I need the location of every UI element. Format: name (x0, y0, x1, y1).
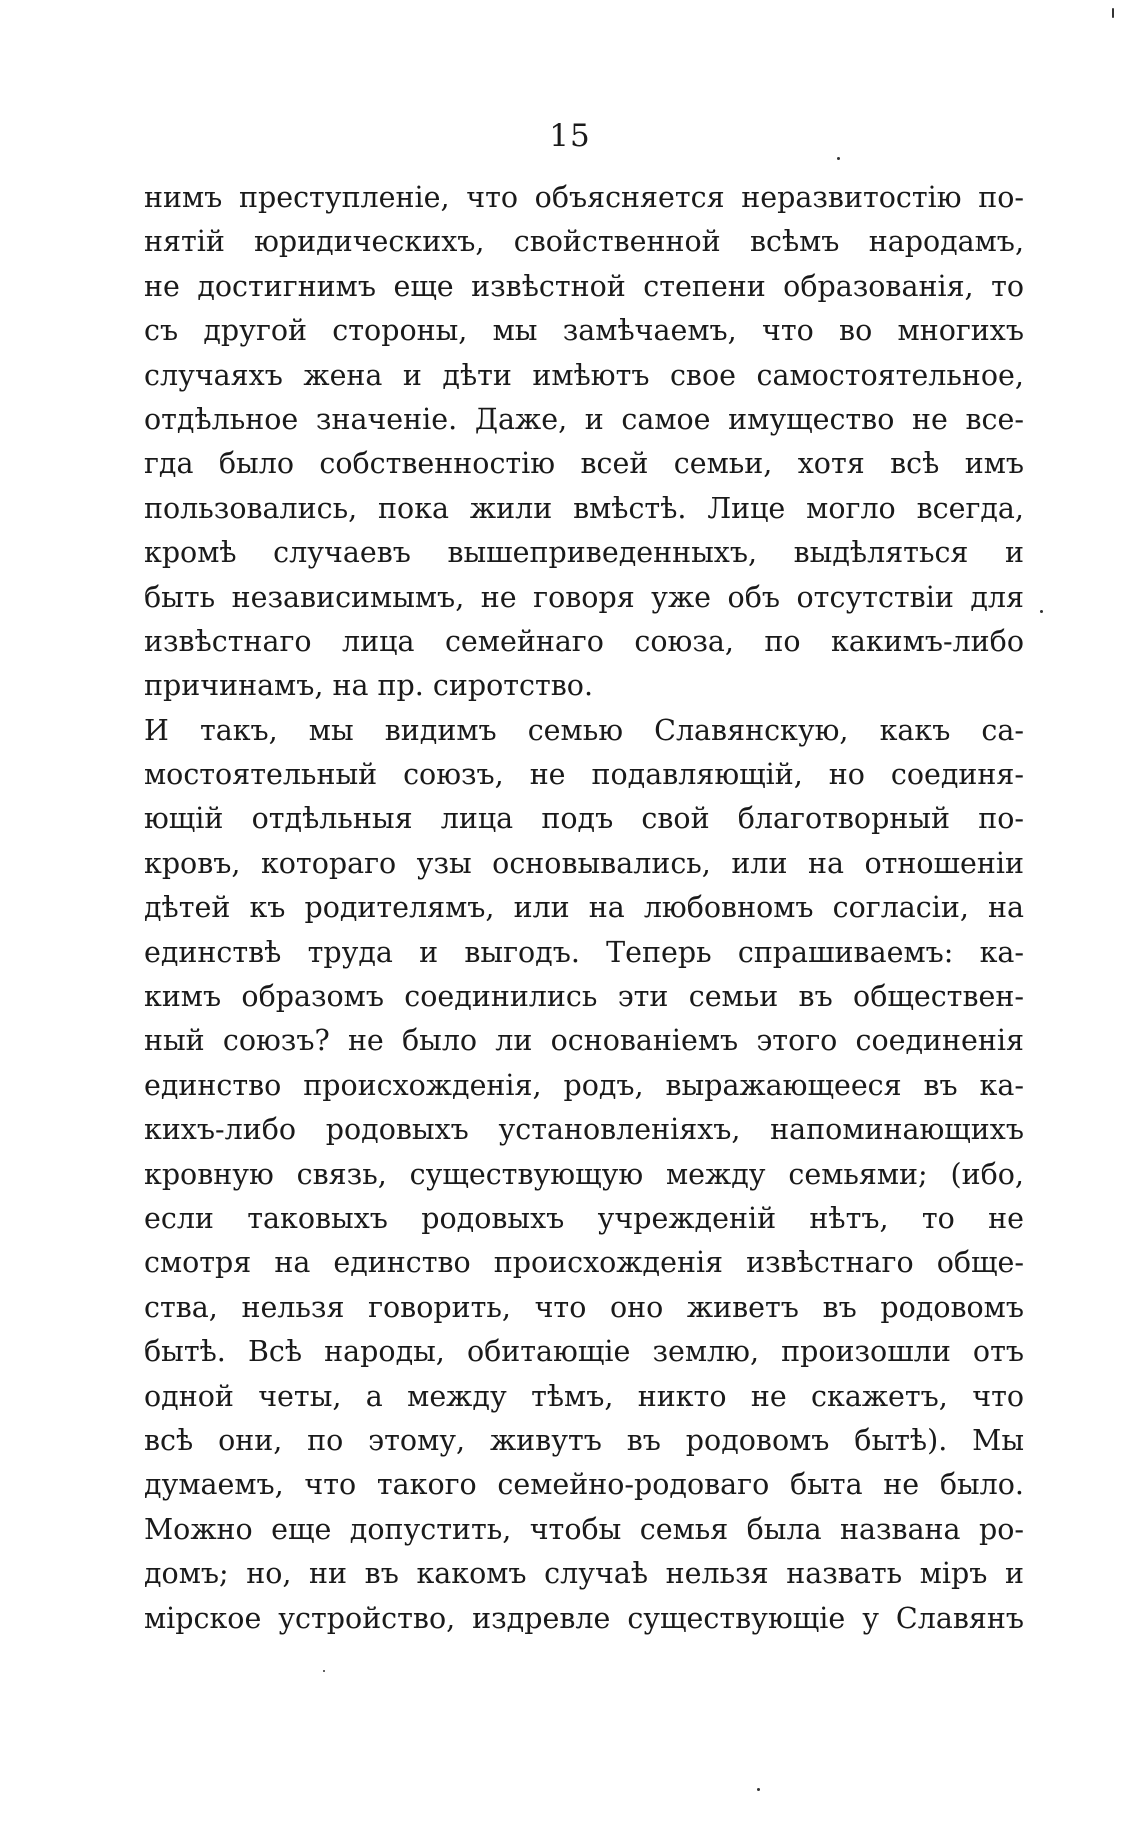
text-line: отдѣльное значеніе. Даже, и самое имущество не все- (144, 402, 1024, 436)
text-line: кихъ-либо родовыхъ установленіяхъ, напоминающихъ (144, 1113, 1024, 1147)
text-line: случаяхъ жена и дѣти имѣютъ свое самостоятельное, (144, 358, 1024, 392)
text-line: гда было собственностію всей семьи, хотя всѣ имъ (144, 447, 1024, 481)
text-line: ющій отдѣльныя лица подъ свой благотворный по- (144, 802, 1024, 836)
text-line: дѣтей къ родителямъ, или на любовномъ согласіи, на (144, 891, 1024, 925)
text-line: извѣстнаго лица семейнаго союза, по какимъ-либо (144, 624, 1024, 658)
text-line: ный союзъ? не было ли основаніемъ этого соединенія (144, 1024, 1024, 1058)
paragraph-end-line: причинамъ, на пр. сиротство. (144, 669, 594, 703)
text-line: Можно еще допустить, чтобы семья была названа ро- (144, 1512, 1024, 1546)
text-line: кровную связь, существующую между семьями; (ибо, (144, 1157, 1024, 1191)
text-line: если таковыхъ родовыхъ учрежденій нѣтъ, то не (144, 1201, 1024, 1235)
text-line: мірское устройство, издревле существующіе у Славянъ (144, 1601, 1024, 1635)
text-line: мостоятельный союзъ, не подавляющій, но соединя- (144, 758, 1024, 792)
body-text (144, 176, 1024, 1641)
text-line: домъ; но, ни въ какомъ случаѣ нельзя назвать міръ и (144, 1557, 1024, 1591)
print-speck (1040, 610, 1043, 613)
text-line: думаемъ, что такого семейно-родоваго быта не было. (144, 1468, 1024, 1502)
text-line: съ другой стороны, мы замѣчаемъ, что во многихъ (144, 314, 1024, 348)
text-line: быть независимымъ, не говоря уже объ отсутствіи для (144, 580, 1024, 614)
text-line: ства, нельзя говорить, что оно живетъ въ родовомъ (144, 1290, 1024, 1324)
text-line: одной четы, а между тѣмъ, никто не скажетъ, что (144, 1379, 1024, 1413)
text-line: кровъ, котораго узы основывались, или на отношеніи (144, 846, 1024, 880)
print-speck (837, 157, 840, 160)
text-line: кимъ образомъ соединились эти семьи въ обществен- (144, 980, 1024, 1014)
text-line: смотря на единство происхожденія извѣстнаго обще- (144, 1246, 1024, 1280)
text-line: единствѣ труда и выгодъ. Теперь спрашиваемъ: ка- (144, 935, 1024, 969)
print-speck (323, 1670, 325, 1672)
paragraph-start-line: И такъ, мы видимъ семью Славянскую, какъ са- (144, 713, 1024, 747)
text-line: нимъ преступленіе, что объясняется неразвитостію по- (144, 181, 1024, 214)
print-speck (1112, 8, 1114, 18)
page-number: 15 (549, 118, 591, 154)
text-line: пользовались, пока жили вмѣстѣ. Лице могло всегда, (144, 491, 1024, 525)
text-line: бытѣ. Всѣ народы, обитающіе землю, произошли отъ (144, 1335, 1024, 1369)
text-line: нятій юридическихъ, свойственной всѣмъ народамъ, (144, 225, 1024, 259)
text-line: всѣ они, по этому, живутъ въ родовомъ бытѣ). Мы (144, 1423, 1024, 1457)
text-line: кромѣ случаевъ вышеприведенныхъ, выдѣляться и (144, 536, 1024, 570)
text-line: не достигнимъ еще извѣстной степени образованія, то (144, 269, 1024, 303)
text-line: единство происхожденія, родъ, выражающееся въ ка- (144, 1068, 1024, 1102)
print-speck (757, 1788, 760, 1791)
